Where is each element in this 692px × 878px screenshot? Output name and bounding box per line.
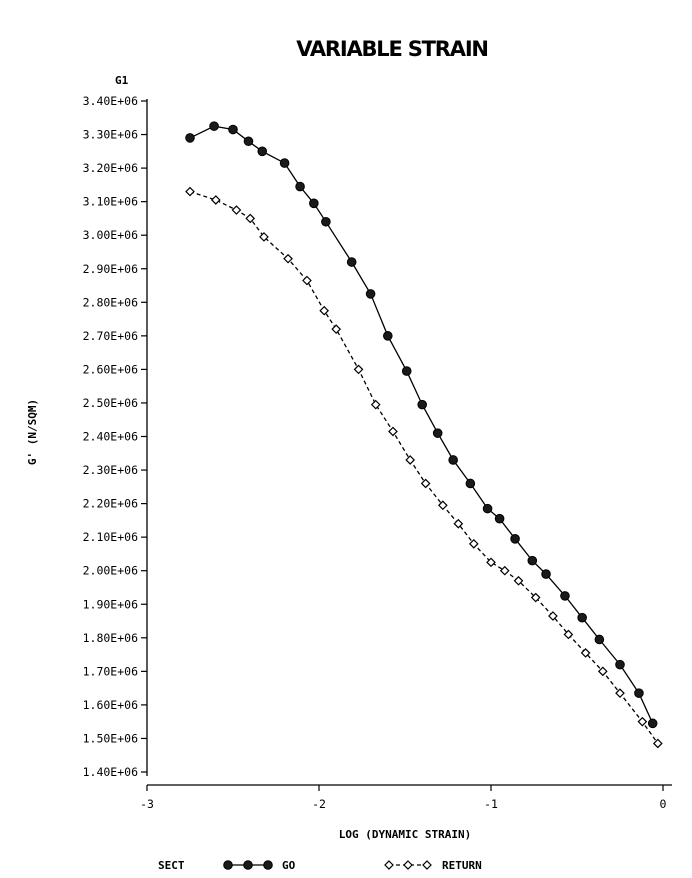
series-line-return [190,192,658,744]
data-point [595,635,604,644]
series-line-go [190,126,653,723]
data-point [648,719,657,728]
data-point [406,456,414,464]
data-point [654,739,662,747]
x-tick-label: 0 [659,797,667,811]
data-point [561,592,570,601]
data-point [449,456,458,465]
data-point [320,307,328,315]
data-point [483,504,492,513]
data-point [296,182,305,191]
data-point [433,429,442,438]
x-tick-label: -1 [484,797,498,811]
series-go [186,122,657,728]
data-point [511,535,520,544]
y-tick-label: 1.70E+06 [82,664,138,679]
y-tick-label: 2.50E+06 [82,395,138,410]
y-tick-label: 2.00E+06 [82,563,138,578]
data-point [280,159,289,168]
data-point [284,255,292,263]
data-point [578,613,587,622]
legend-label: SECT [158,859,185,872]
y-tick-label: 1.50E+06 [82,731,138,746]
data-point [470,540,478,548]
y-tick-label: 2.70E+06 [82,328,138,343]
legend-marker [244,861,253,870]
data-point [210,122,219,131]
legend-entry-label: RETURN [442,859,482,872]
y-tick-label: 3.40E+06 [82,94,138,108]
legend-marker [385,861,393,869]
legend-marker [224,861,233,870]
y-tick-label: 1.60E+06 [82,697,138,712]
data-point [616,689,624,697]
y-tick-label: 1.90E+06 [82,597,138,612]
data-point [528,556,537,565]
data-point [186,134,195,143]
y-tick-label: 3.00E+06 [82,228,138,243]
y-tick-label: 2.40E+06 [82,429,138,444]
y-tick-label: 1.80E+06 [82,630,138,645]
y-tick-label: 3.30E+06 [82,127,138,142]
data-point [310,199,319,208]
data-point [384,332,393,341]
data-point [258,147,267,156]
series-group [186,122,662,748]
data-point [466,479,475,488]
y-tick-label: 2.80E+06 [82,295,138,310]
data-point [212,196,220,204]
data-point [347,258,356,267]
data-point [389,427,397,435]
y-tick-label: 3.20E+06 [82,161,138,176]
data-point [229,125,238,134]
data-point [635,689,644,698]
y-tick-label: 2.30E+06 [82,463,138,478]
data-point [422,479,430,487]
y-tick-label: 2.90E+06 [82,261,138,276]
x-tick-label: -2 [312,797,326,811]
legend-marker [423,861,431,869]
y-tick-label: 2.10E+06 [82,530,138,545]
legend [158,859,482,872]
y-tick-label: 2.60E+06 [82,362,138,377]
y-tick-label: 1.40E+06 [82,765,138,779]
data-point [366,290,375,299]
data-point [616,660,625,669]
y-ticks [83,94,147,779]
y-tick-label: 3.10E+06 [82,194,138,209]
y-tick-label: 2.20E+06 [82,496,138,511]
legend-marker [404,861,412,869]
legend-marker [264,861,273,870]
series-return [186,188,662,748]
data-point [232,206,240,214]
data-point [244,137,253,146]
x-axis-label: LOG (DYNAMIC STRAIN) [338,828,472,841]
y-axis-label: G' (N/SQM) [26,398,39,466]
data-point [332,325,340,333]
x-tick-label: -3 [140,797,154,811]
data-point [495,514,504,523]
data-point [599,667,607,675]
data-point [402,367,411,376]
data-point [501,567,509,575]
data-point [355,365,363,373]
data-point [638,718,646,726]
data-point [322,217,331,226]
data-point [372,401,380,409]
data-point [186,188,194,196]
data-point [542,570,551,579]
chart-title: VARIABLE STRAIN [296,37,488,61]
data-point [303,276,311,284]
x-ticks [140,785,666,811]
legend-entry-label: GO [282,859,296,872]
data-point [418,400,427,409]
chart-subtitle: G1 [115,74,129,87]
